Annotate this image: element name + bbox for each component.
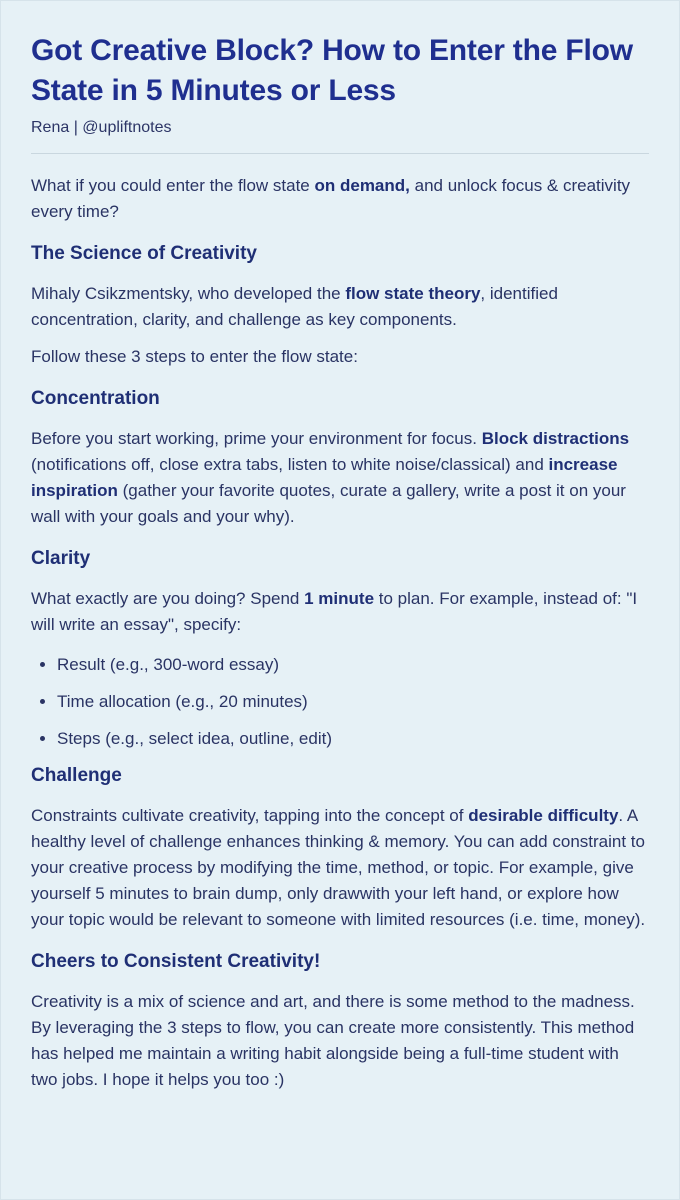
concentration-text-2: (notifications off, close extra tabs, listen to white noise/classical) and (31, 455, 549, 474)
clarity-bold-1: 1 minute (304, 589, 375, 608)
author-byline: Rena | @upliftnotes (31, 119, 172, 136)
science-text-2: , identified concentration, clarity, and challenge as key components. (31, 284, 558, 329)
header-divider (31, 153, 649, 154)
concentration-bold-2: increase inspiration (31, 455, 618, 500)
heading-challenge: Challenge (31, 765, 122, 786)
list-item: • Time allocation (e.g., 20 minutes) (57, 689, 649, 715)
page-title: Got Creative Block? How to Enter the Flow State in 5 Minutes or Less (31, 34, 633, 107)
heading-cheers: Cheers to Consistent Creativity! (31, 951, 321, 972)
concentration-paragraph (31, 426, 649, 530)
science-text-1: Mihaly Csikzmentsky, who developed the (31, 284, 346, 303)
science-bold-1: flow state theory (345, 284, 481, 303)
clarity-text-2: to plan. For example, instead of: "I will write an essay", specify: (31, 589, 638, 634)
clarity-paragraph (31, 586, 649, 638)
heading-clarity: Clarity (31, 548, 91, 569)
concentration-text-3: (gather your favorite quotes, curate a gallery, write a post it on your wall with your goals and your why). (31, 481, 626, 526)
science-paragraph-2: Follow these 3 steps to enter the flow state: (31, 347, 358, 366)
challenge-text-1: Constraints cultivate creativity, tapping into the concept of (31, 806, 469, 825)
science-paragraph-1 (31, 281, 649, 333)
intro-bold-1: on demand, (314, 176, 410, 195)
intro-text-2: and unlock focus & creativity every time? (31, 176, 631, 221)
list-item: • Result (e.g., 300-word essay) (57, 652, 649, 678)
cheers-paragraph: Creativity is a mix of science and art, and there is some method to the madness. By leveraging the 3 steps to flow, you can create more consistently. This method has helped me maintain a writing habit alongside being a full-time student with two jobs. I hope it helps you too :) (31, 992, 635, 1089)
heading-concentration: Concentration (31, 388, 160, 409)
intro-text-1: What if you could enter the flow state (31, 176, 315, 195)
challenge-bold-1: desirable difficulty (468, 806, 619, 825)
challenge-paragraph (31, 803, 649, 933)
challenge-text-2: . A healthy level of challenge enhances thinking & memory. You can add constraint to your creative process by modifying the time, method, or topic. For example, give yourself 5 minutes to brain dump, only drawwith your left hand, or explore how your topic would be relevant to someone with limited resources (i.e. time, money). (31, 806, 646, 929)
heading-science: The Science of Creativity (31, 243, 257, 264)
article (1, 1, 679, 1093)
intro-paragraph (31, 173, 649, 225)
clarity-list (31, 652, 649, 752)
clarity-text-1: What exactly are you doing? Spend (31, 589, 305, 608)
concentration-text-1: Before you start working, prime your environment for focus. (31, 429, 482, 448)
list-item: • Steps (e.g., select idea, outline, edit) (57, 726, 649, 752)
concentration-bold-1: Block distractions (481, 429, 630, 448)
